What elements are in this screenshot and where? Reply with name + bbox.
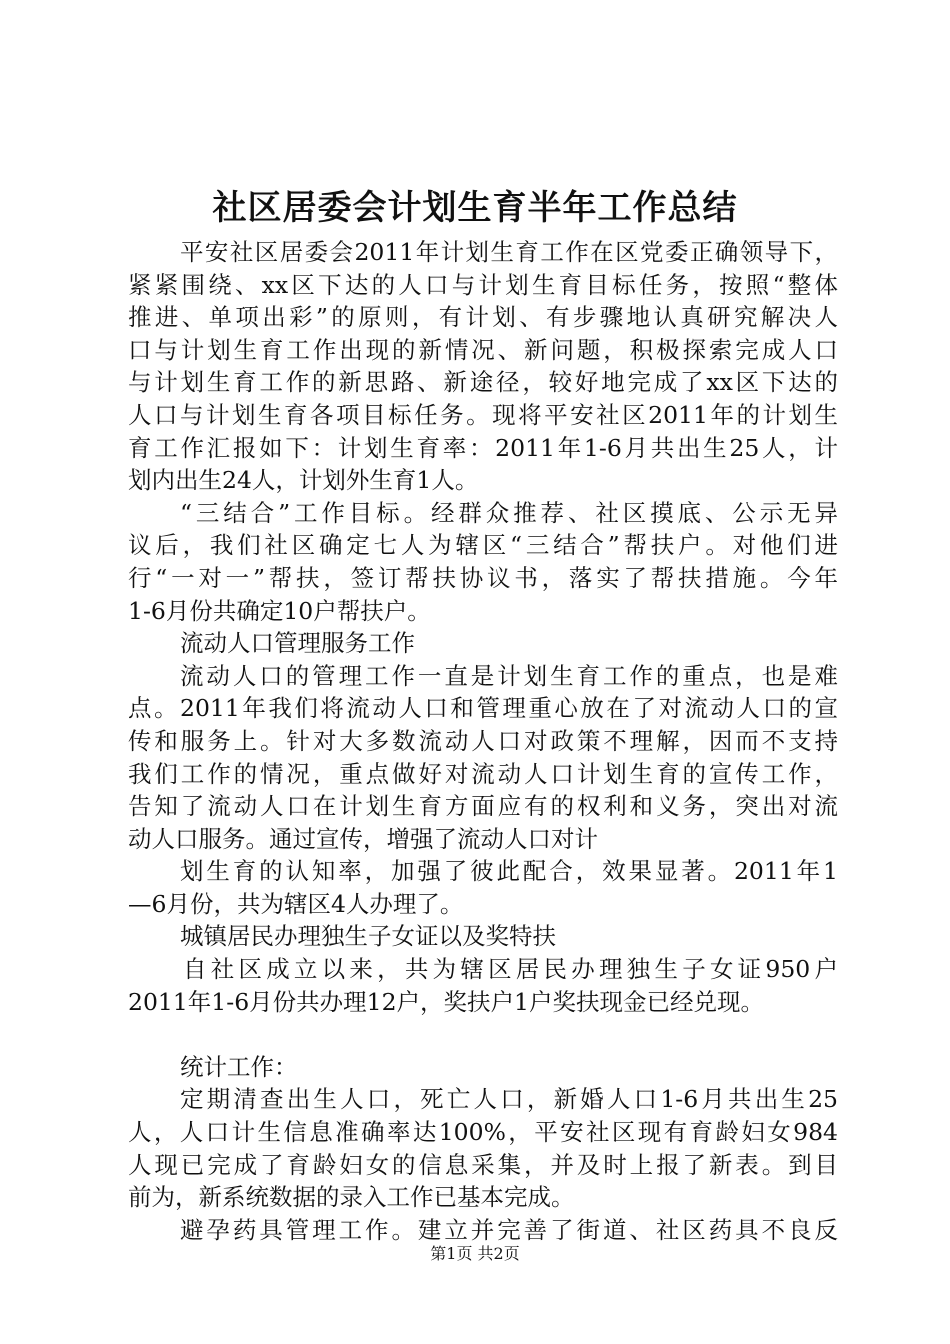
text-line: 紧紧围绕、xx区下达的人口与计划生育目标任务，按照“整体: [128, 270, 838, 299]
text-line: 人口与计划生育各项目标任务。现将平安社区2011年的计划生: [128, 400, 838, 429]
text-line: 口与计划生育工作出现的新情况、新问题，积极探索完成人口: [128, 335, 838, 364]
text-line: “三结合”工作目标。经群众推荐、社区摸底、公示无异: [180, 498, 838, 527]
text-line: 划生育的认知率，加强了彼此配合，效果显著。2011年1: [180, 857, 838, 886]
blank-line: [128, 1018, 838, 1051]
text-line: 动人口服务。通过宣传，增强了流动人口对计: [128, 824, 598, 853]
text-line: 定期清查出生人口，死亡人口，新婚人口1-6月共出生25: [180, 1085, 838, 1114]
text-line: 避孕药具管理工作。建立并完善了街道、社区药具不良反: [180, 1215, 838, 1244]
text-line: 议后，我们社区确定七人为辖区“三结合”帮扶户。对他们进: [128, 531, 838, 560]
section-heading: 统计工作：: [180, 1052, 298, 1081]
section-heading: 流动人口管理服务工作: [180, 629, 415, 658]
document-title: 社区居委会计划生育半年工作总结: [212, 188, 738, 228]
text-line: 自社区成立以来，共为辖区居民办理独生子女证950户: [183, 955, 838, 984]
document-body: [128, 236, 838, 1246]
text-line: 告知了流动人口在计划生育方面应有的权利和义务，突出对流: [128, 792, 838, 821]
text-line: 点。2011年我们将流动人口和管理重心放在了对流动人口的宣: [128, 694, 838, 723]
text-line: 推进、单项出彩”的原则，有计划、有步骤地认真研究解决人: [128, 303, 838, 332]
text-line: 前为，新系统数据的录入工作已基本完成。: [128, 1183, 575, 1212]
text-line: 2011年1-6月份共办理12户，奖扶户1户奖扶现金已经兑现。: [128, 987, 765, 1016]
page-number-footer: 第1页 共2页: [430, 1244, 520, 1263]
text-line: 行“一对一”帮扶，签订帮扶协议书，落实了帮扶措施。今年: [128, 563, 838, 592]
text-line: 育工作汇报如下：计划生育率：2011年1-6月共出生25人，计: [128, 433, 838, 462]
text-line: 我们工作的情况，重点做好对流动人口计划生育的宣传工作，: [128, 759, 838, 788]
text-line: 人现已完成了育龄妇女的信息采集，并及时上报了新表。到目: [128, 1150, 838, 1179]
text-line: 与计划生育工作的新思路、新途径，较好地完成了xx区下达的: [128, 368, 838, 397]
text-line: 传和服务上。针对大多数流动人口对政策不理解，因而不支持: [128, 726, 838, 755]
text-line: 人，人口计生信息准确率达100%，平安社区现有育龄妇女984: [128, 1118, 838, 1147]
text-line: 平安社区居委会2011年计划生育工作在区党委正确领导下，: [180, 238, 838, 266]
text-line: —6月份，共为辖区4人办理了。: [128, 889, 464, 918]
text-line: 划内出生24人，计划外生育1人。: [128, 466, 479, 495]
section-heading: 城镇居民办理独生子女证以及奖特扶: [180, 922, 556, 951]
text-line: 流动人口的管理工作一直是计划生育工作的重点，也是难: [180, 661, 838, 690]
text-line: 1-6月份共确定10户帮扶户。: [128, 596, 431, 625]
